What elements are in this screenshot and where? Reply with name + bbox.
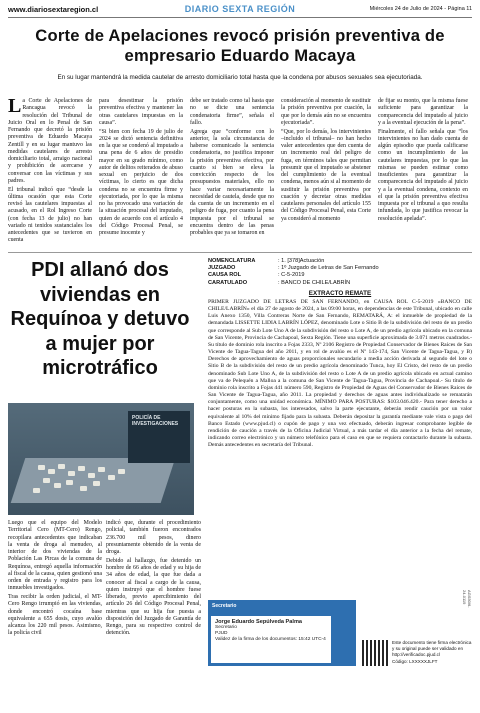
meta-value: : BANCO DE CHILE/LABRÍN: [278, 279, 351, 286]
article-text: “Si bien con fecha 19 de julio de 2024 se dictó sentencia definitiva en la que se condenó al imputado a una pena de 6 años de presidio mayor en su grado mínimo, como autor de delitos reiterados de abuso sexual en perjuicio de dos víctimas, lo cierto es que dicha condena no se encuentra firme y ejecutoriada, por lo que la misma no ha provocado una variación de la situación procesal del imputado, quien de acuerdo con el artículo 4 del Código Procesal Penal, se presume inocente y: [99, 128, 183, 236]
pdi-text: Tras recibir la orden judicial, el MT-Cero Rengo irrumpió en las viviendas, donde encontró cocaína base equivalente a 655 dosis, cuyo avalúo alcanza los 220 mil pesos. Asimismo, la policía civil: [8, 594, 102, 637]
pdi-column-2: [106, 520, 201, 638]
section-divider: [8, 252, 472, 253]
signer-entity: PJUD: [215, 631, 228, 636]
meta-value: : C-5-2019: [278, 272, 305, 279]
meta-value: : 1º Juzgado de Letras de San Fernando: [278, 265, 379, 272]
article-text: para desestimar la prisión preventiva efectiva y mantener las otras cautelares impuestas en la causa”.: [99, 98, 183, 126]
pdi-text: Luego que el equipo del Modelo Territorial Cero (MT-Cero) Rengo, recopilara antecedentes que indicaban la venta de droga al menudeo, al interior de dos viviendas de la Población Las Pircas de la comuna de Requínoa, entregó aquella información al fiscal de la causa, quien gestionó una orden de entrada y registro para los inmuebles investigados.: [8, 520, 102, 592]
article-text: Agrega que “conforme con lo anterior, la sola circunstancia de haberse comunicado la sentencia condenatoria, no justifica imponer la prisión preventiva efectiva, por cuanto si bien se eleva la convicción respecto de los presupuestos materiales, ello no hace variar necesariamente la necesidad de cautela, desde que no da cuenta de un incremento en el peligro de fuga, por cuanto la pena impuesta por el tribunal se encuentra dentro de las penas probables que ya se tomaron en: [190, 128, 274, 236]
signer-role: Secretario: [215, 625, 237, 630]
page-header: [8, 3, 472, 15]
newspaper-name: DIARIO SEXTA REGIÓN: [184, 4, 296, 14]
pdi-text: Debido al hallazgo, fue detenido un hombre de 66 años de edad y su hija de 34 años de edad, la que fue dada a conocer al fiscal a cargo de la causa, quien instruyó que el hombre fuese liberado, previo apercibimiento del artículo 26 del Código Procesal Penal, mientras que su hija fue puesta a disposición del Juzgado de Garantía de Rengo, para su respectivo control de detención.: [106, 557, 201, 637]
meta-key: CAUSA ROL: [208, 272, 242, 279]
meta-key: NOMENCLATURA: [208, 258, 256, 264]
signature-details: [211, 616, 331, 663]
extract-body: PRIMER JUZGADO DE LETRAS DE SAN FERNANDO, en CAUSA ROL C-5-2019 «BANCO DE CHILE/LABRÍN» el día 27 de agosto de 2024, a las 09:00 horas, en dependencias de este Tribunal, ubicado en calle Luis Anexo 1350, Villa Contreras Norte de San Fernando, REMATARÁ, A: el inmueble de propiedad de la demandada LISSETTE LIDIA LABRÍN LÓPEZ, denominado Lote o Sitio B de la subdivisión del resto de un predio que corresponde al Sub Lote Uno A de la subdivisión del resto o Lote A, de un predio agrícola ubicado en la comuna de San Vicente, Provincia de Cachapoal, Sexta Región. Tiene una superficie aproximada de 3.071 metros cuadrados.- Su título de dominio rola inscrito a Fojas 2333, Nº 2106 Registro de Propiedad Conservador de Bienes Raíces de San Vicente de Tagua-Tagua del año 2011, y en rol de avalúo es el Nº 143-174, San Vicente de Tagua-Tagua, y B) Derechos de aprovechamiento de aguas proporcionales secundario a media acción derivada al segundo del lote o Sitio B de la subdivisión del resto de un predio agrícola denominado Tunca, hoy El Cristo, del resto de un predio denominado Sub Lote Uno A, de la subdivisión del resto o Lote A de un predio agrícola ubicado en actual camino que va de Pelequén a Malloa a la comuna de San Vicente de Tagua-Tagua, Provincia de Cachapoal.- Su título de dominio rola inscrito a Fojas 441 número 590, Registro de Propiedad de Aguas del Conservador de Bienes Raíces de San Vicente de Tagua-Tagua, año 2011. La propiedad y derechos de aguas antes individualizado se rematarán conjuntamente, como una unidad económica. MÍNIMO PARA POSTURAS: $103.046.420.- Para tener derecho a hacer posturas en la subasta, los interesados, salvo la parte ejecutante, deberán rendir caución por un valor equivalente al 10% del mínimo fijado para la subasta. Deberán depositar la garantía mediante vale vista o pago del Banco Estado (www.pjud.cl) o cupón de pago y una vez efectuado, deberán ingresar comprobante legible de rendición de caución a través de la Oficina Judicial Virtual, a más tardar el día anterior a la fecha del remate, indicando correo electrónico y un número telefónico para el caso en que se requiera contactarlo durante la subasta. Demás antecedentes en secretaría del Tribunal.: [208, 299, 472, 449]
article-text: de fijar su monto, que la misma fuese suficiente para garantizar la comparecencia del imputado al juicio y a la eventual ejecución de la pena”.: [378, 98, 468, 126]
meta-value: : 1. [378]Actuación: [278, 258, 325, 264]
verification-code: Código: LXXXXXJLFT: [392, 659, 438, 665]
legal-meta: [208, 258, 472, 287]
article-text: Finalmente, el fallo señala que “los intervinientes no han dado cuenta de algún episodio que pueda calificarse como un incumplimiento de las cautelares impuestas, por lo que las mismas se pueden estimar como insuficientes para garantizar la comparecencia del imputado al juicio y a la eventual condena, contexto en el que la prisión preventiva efectiva impuesta por el tribunal a quo resulta infundada, lo que justifica revocar la resolución apelada”.: [378, 128, 468, 222]
header-divider: [8, 17, 472, 18]
article-text: consideración al momento de sustituir la prisión preventiva por cuación, la que por lo demás aún no se encuentra ejecutoriada”.: [281, 98, 371, 126]
article-text: debe ser tratado como tal hasta que no se dicte una sentencia condenatoria firme”, señala el fallo.: [190, 98, 274, 126]
article-text: a Corte de Apelaciones de Rancagua revocó la resolución del Tribunal de Juicio Oral en lo Penal de San Fernando que decretó la prisión preventiva de Eduardo Macaya Zentill y en su lugar mantuvo las medidas cautelares de arresto domiciliario total, arraigo nacional y prohibición de acercarse y conversar con las víctimas y sus padres.: [8, 98, 92, 184]
article-column-5: [378, 98, 468, 224]
article-column-2: [99, 98, 183, 239]
meta-key: JUZGADO: [208, 265, 236, 272]
meta-key: CARATULADO: [208, 279, 248, 286]
drop-cap: L: [8, 95, 22, 117]
pdi-photo: [8, 403, 194, 515]
signature-box: [208, 600, 356, 666]
main-headline: Corte de Apelaciones revocó prisión preventiva de empresario Eduardo Macaya: [35, 26, 445, 65]
main-deck: En su lugar mantendrá la medida cautelar de arresto domiciliario total hasta que la condena por abusos sexuales sea ejecutoriada.: [57, 74, 423, 81]
article-column-4: [281, 98, 371, 224]
signature-note: Validez de la firma de los documentos: 15:42 UTC-4: [215, 637, 326, 642]
pdi-column-1: [8, 520, 102, 638]
site-url[interactable]: www.diariosextaregion.cl: [8, 4, 99, 14]
article-text: “Que, por lo demás, los intervinientes –incluido el tribunal– no han hecho valer antecedentes que den cuenta de un incremento real del peligro de fuga, en términos tales que permitan presumir que el imputado se abstener del cumplimiento de la eventual condena, menos aún si al momento de sustituir la prisión preventiva por cuación y decretar otras medidas cautelares personales del artículo 155 del Código Procesal Penal, esta Corte ya consideró al momento: [281, 128, 371, 222]
pdi-text: indicó que, durante el procedimiento policial, también fueron encontrados 236.700 mil pesos, dinero presuntamente obtenido de la venta de droga.: [106, 520, 201, 555]
article-column-1: [8, 95, 92, 246]
extract-title: EXTRACTO REMATE: [308, 289, 372, 297]
qr-code-icon: [362, 640, 388, 666]
side-code: AGS50/6-24-0119: [462, 590, 472, 608]
police-sign: [128, 411, 190, 463]
pdi-headline: PDI allanó dos viviendas en Requínoa y detuvo a mujer por microtráfico: [10, 259, 190, 379]
signer-name: Jorge Eduardo Sepúlveda Palma: [215, 619, 303, 625]
signature-label: Secretario: [212, 603, 237, 609]
verification-desc: Este documento tiene firma electrónica y su original puede ser validado en http://verificadoc.pjud.cl: [392, 640, 472, 657]
legal-notice: [208, 258, 472, 449]
verification-text: [392, 640, 474, 665]
police-sign-text: POLICÍA DE INVESTIGACIONES: [132, 415, 179, 427]
article-column-3: [190, 98, 274, 239]
article-text: El tribunal indicó que “desde la última ocasión que esta Corte revisó las cautelares impuestas al acusado, en el Rol Ingreso Corte (con fecha 13 de julio) no han variado ni tenidos sustanciales los antecedentes que se tuvieron en cuenta: [8, 186, 92, 244]
issue-date: Miércoles 24 de Julio de 2024 - Página 11: [369, 6, 472, 12]
